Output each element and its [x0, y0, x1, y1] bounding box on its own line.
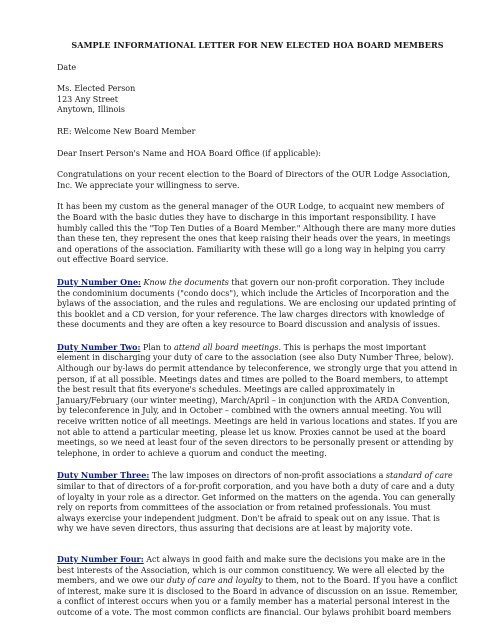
salutation: Dear Insert Person's Name and HOA Board Office (if applicable):	[57, 148, 321, 158]
duty-two-paragraph	[57, 342, 458, 460]
duty-three-paragraph	[57, 470, 458, 535]
duty-three-heading: Duty Number Three:	[57, 470, 150, 481]
duty-four-paragraph	[57, 554, 458, 619]
duty-four-heading: Duty Number Four:	[57, 553, 144, 564]
duty-four-text: to them, not to the Board. If you have a conflict of interest, make sure it is disclosed to the Board in advance of discussion on an issue. Remember, a conflict of interest occurs when you or a family member has a material personal interest in the outcome of a vote. The most common conflicts are financial. Our bylaws prohibit board members	[57, 576, 458, 617]
duty-two-text: This is perhaps the most important element in discharging your duty of care to the association (see also Duty Number Three, below). Although our by-laws do permit attendance by teleconference, we strongly urge that you attend in person, if at all possible. Meetings dates and times are polled to the Board members, to attempt the best result that fits everyone's schedules. Meetings are called approximately in January/February (our winter meeting), March/April – in conjunction with the ARDA Convention, by teleconference in July, and in October – combined with the owners annual meeting. You will receive written notice of all meetings. Meetings are held in various locations and states. If you are not able to attend a particular meeting, please let us know. Proxies cannot be used at the board meetings, so we need at least four of the seven directors to be personally present or attending by telephone, in order to achieve a quorum and conduct the meeting.	[57, 342, 458, 458]
re-line: RE: Welcome New Board Member	[57, 126, 196, 136]
duty-two-pre: Plan to	[140, 342, 174, 352]
spacer	[57, 546, 458, 554]
duty-three-pre: The law imposes on directors of non-profit associations a	[149, 471, 386, 481]
duty-one-paragraph	[57, 277, 458, 331]
intro-paragraph: It has been my custom as the general manager of the OUR Lodge, to acquaint new members of the Board with the basic duties they have to discharge in this important responsibility. I have humbly called this the "Top Ten Duties of a Board Member." Although there are many more duties than these ten, they represent the ones that keep raising their heads over the years, in meetings and operations of the association. Familiarity with these will go a long way in helping you carry out effective Board service.	[57, 202, 456, 265]
duty-one-text: that govern our non-profit corporation. They include the condominium documents ("condo docs"), which include the Articles of Incorporation and the bylaws of the association, and the rules and regulations. We are enclosing our updated printing of this booklet and a CD version, for your reference. The law charges directors with knowledge of these documents and they are often a key resource to Board discussion and analysis of issues.	[57, 277, 456, 330]
date-line: Date	[57, 62, 77, 72]
duty-four-pre: Act always in good faith and make sure the decisions you make are in the best interests of the Association, which is our common constituency. We were all elected by the members, and we owe our	[57, 554, 446, 586]
congratulations-paragraph: Congratulations on your recent election to the Board of Directors of the OUR Lodge Association, Inc. We appreciate your willingness to serve.	[57, 170, 451, 190]
duty-one-heading: Duty Number One:	[57, 276, 141, 287]
duty-two-emphasis: attend all board meetings.	[173, 342, 282, 352]
address-line: Anytown, Illinois	[57, 105, 126, 115]
duty-three-emphasis: standard of care	[385, 471, 453, 481]
duty-four-emphasis: duty of care and loyalty	[166, 576, 263, 586]
address-line: Ms. Elected Person	[57, 84, 136, 94]
page-title: SAMPLE INFORMATIONAL LETTER FOR NEW ELECTED HOA BOARD MEMBERS	[71, 40, 444, 50]
recipient-address	[57, 84, 458, 116]
address-line: 123 Any Street	[57, 94, 119, 104]
duty-three-text: similar to that of directors of a for-profit corporation, and you have both a duty of care and a duty of loyalty in your role as a director. Get informed on the matters on the agenda. You can generally rely on reports from committees of the association or from retained professionals. You must always exercise your independent judgment. Don't be afraid to speak out on any issue. That is why we have seven directors, thus assuring that decisions are at least by majority vote.	[57, 482, 456, 534]
duty-two-heading: Duty Number Two:	[57, 341, 141, 352]
duty-one-emphasis: Know the documents	[143, 277, 229, 287]
